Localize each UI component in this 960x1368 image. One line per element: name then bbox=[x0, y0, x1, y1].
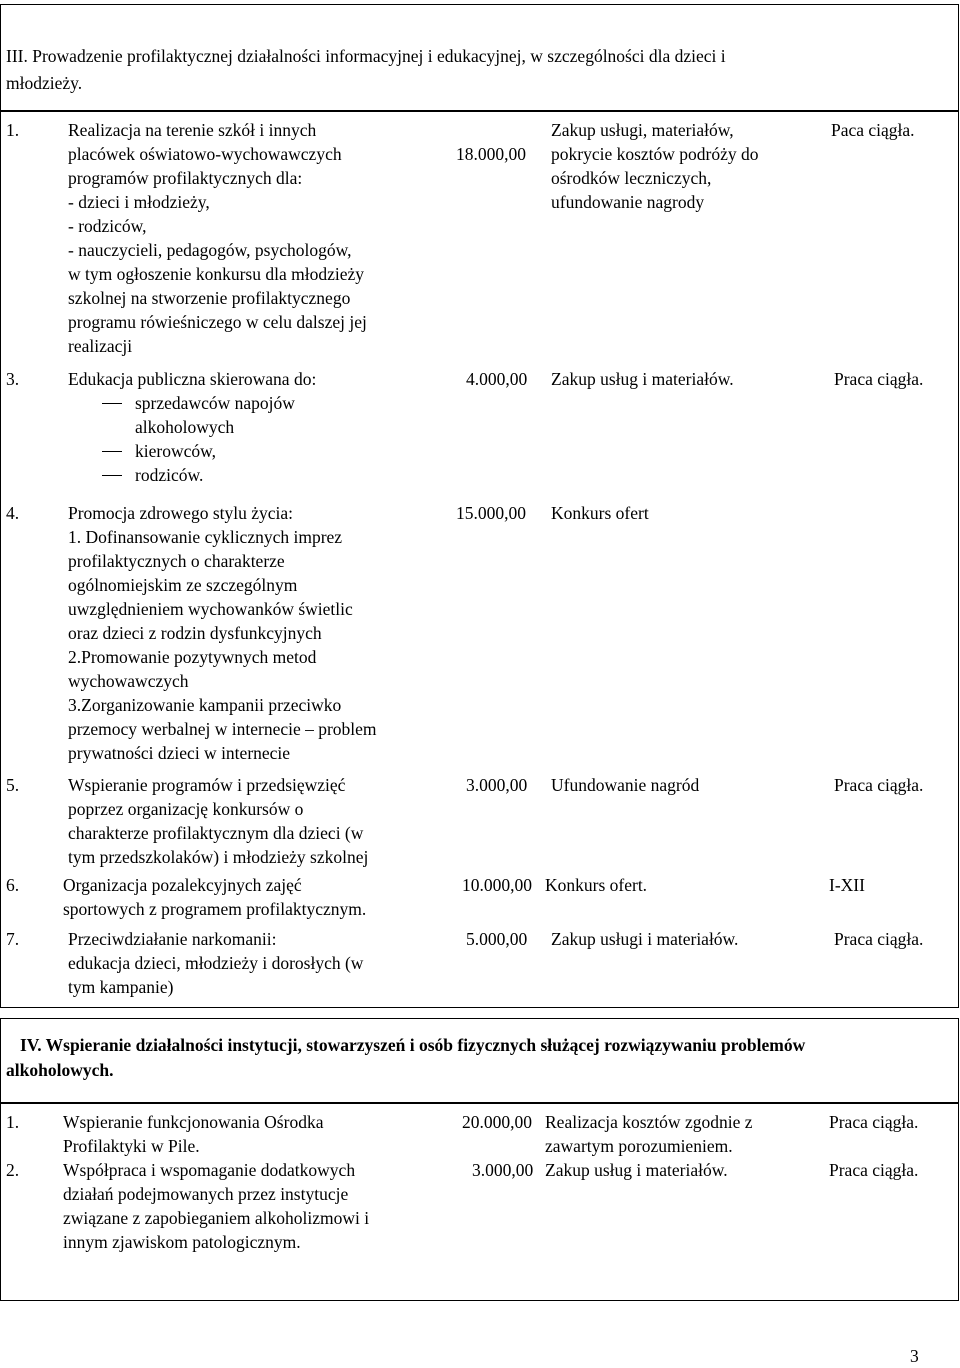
row-amount: 18.000,00 bbox=[456, 144, 526, 164]
description-line: ogólnomiejskim ze szczególnym bbox=[68, 575, 298, 595]
section4-heading-prefix: IV. bbox=[20, 1035, 42, 1055]
page-number: 3 bbox=[910, 1346, 919, 1366]
row-number: 4. bbox=[6, 503, 20, 523]
row-description bbox=[63, 873, 366, 921]
description-line: 2.Promowanie pozytywnych metod bbox=[68, 647, 317, 667]
row-amount: 5.000,00 bbox=[466, 929, 528, 949]
bullet-list bbox=[135, 391, 295, 487]
description-line: poprzez organizację konkursów o bbox=[68, 799, 304, 819]
row-method: Ufundowanie nagród bbox=[551, 775, 700, 795]
description-line: Promocja zdrowego stylu życia: bbox=[68, 503, 294, 523]
description-line: 3.Zorganizowanie kampanii przeciwko bbox=[68, 695, 342, 715]
section4-heading-text: Wspieranie działalności instytucji, stowarzyszeń i osób fizycznych służącej rozwiązywaniu problemów bbox=[45, 1035, 806, 1055]
row-term: Praca ciągła. bbox=[834, 369, 924, 389]
description-line: Realizacja na terenie szkół i innych bbox=[68, 120, 317, 140]
row-number: 2. bbox=[6, 1160, 20, 1180]
row-method: Konkurs ofert. bbox=[545, 875, 648, 895]
description-line: uwzględnieniem wychowanków świetlic bbox=[68, 599, 353, 619]
row-term: Praca ciągła. bbox=[829, 1160, 919, 1180]
method-line: zawartym porozumieniem. bbox=[545, 1136, 733, 1156]
description-line: - rodziców, bbox=[68, 216, 147, 236]
row-number: 7. bbox=[6, 929, 20, 949]
row-description bbox=[63, 1158, 369, 1254]
description-line: tym kampanie) bbox=[68, 977, 174, 997]
description-line: - dzieci i młodzieży, bbox=[68, 192, 210, 212]
row-description bbox=[68, 927, 363, 999]
row-term: Praca ciągła. bbox=[834, 929, 924, 949]
bullet-item: rodziców. bbox=[135, 463, 295, 487]
bullet-item: kierowców, bbox=[135, 439, 295, 463]
row-description bbox=[68, 118, 367, 358]
row-amount: 20.000,00 bbox=[462, 1112, 532, 1132]
bullet-item: sprzedawców napojów bbox=[135, 393, 295, 413]
description-line: profilaktycznych o charakterze bbox=[68, 551, 285, 571]
description-line: sportowych z programem profilaktycznym. bbox=[63, 899, 367, 919]
row-description bbox=[68, 501, 377, 765]
section4-heading-box bbox=[0, 1018, 959, 1104]
description-line: Profilaktyki w Pile. bbox=[63, 1136, 200, 1156]
description-line: programów profilaktycznych dla: bbox=[68, 168, 303, 188]
description-line: Organizacja pozalekcyjnych zajęć bbox=[63, 875, 302, 895]
description-line: w tym ogłoszenie konkursu dla młodzieży bbox=[68, 264, 364, 284]
method-line: Zakup usługi, materiałów, bbox=[551, 120, 734, 140]
row-description-title: Edukacja publiczna skierowana do: bbox=[68, 369, 317, 389]
row-term: Praca ciągła. bbox=[834, 775, 924, 795]
method-line: ufundowanie nagrody bbox=[551, 192, 705, 212]
description-line: Przeciwdziałanie narkomanii: bbox=[68, 929, 277, 949]
row-method: Konkurs ofert bbox=[551, 503, 649, 523]
description-line: wychowawczych bbox=[68, 671, 189, 691]
description-line: Wspieranie funkcjonowania Ośrodka bbox=[63, 1112, 324, 1132]
method-line: ośrodków leczniczych, bbox=[551, 168, 712, 188]
row-amount: 3.000,00 bbox=[466, 775, 528, 795]
description-line: działań podejmowanych przez instytucje bbox=[63, 1184, 349, 1204]
row-description bbox=[63, 1110, 323, 1158]
row-method: Zakup usługi i materiałów. bbox=[551, 929, 739, 949]
row-method: Zakup usług i materiałów. bbox=[551, 369, 734, 389]
row-number: 5. bbox=[6, 775, 20, 795]
row-number: 3. bbox=[6, 369, 20, 389]
row-method bbox=[551, 118, 759, 214]
row-amount: 15.000,00 bbox=[456, 503, 526, 523]
description-line: związane z zapobieganiem alkoholizmowi i bbox=[63, 1208, 370, 1228]
row-description bbox=[68, 773, 368, 869]
description-line: oraz dzieci z rodzin dysfunkcyjnych bbox=[68, 623, 322, 643]
description-line: - nauczycieli, pedagogów, psychologów, bbox=[68, 240, 352, 260]
method-line: pokrycie kosztów podróży do bbox=[551, 144, 759, 164]
row-amount: 4.000,00 bbox=[466, 369, 528, 389]
description-line: Współpraca i wspomaganie dodatkowych bbox=[63, 1160, 356, 1180]
description-line: Wspieranie programów i przedsięwzięć bbox=[68, 775, 346, 795]
section3-heading-line1: III. Prowadzenie profilaktycznej działalności informacyjnej i edukacyjnej, w szczególności dla dzieci i bbox=[6, 46, 726, 66]
description-line: 1. Dofinansowanie cyklicznych imprez bbox=[68, 527, 343, 547]
row-term: Praca ciągła. bbox=[829, 1112, 919, 1132]
description-line: realizacji bbox=[68, 336, 133, 356]
row-amount: 3.000,00 bbox=[472, 1160, 534, 1180]
description-line: szkolnej na stworzenie profilaktycznego bbox=[68, 288, 351, 308]
description-line: przemocy werbalnej w internecie – problem bbox=[68, 719, 377, 739]
row-number: 6. bbox=[6, 875, 20, 895]
section3-heading-line2: młodzieży. bbox=[6, 73, 83, 93]
description-line: placówek oświatowo-wychowawczych bbox=[68, 144, 342, 164]
row-amount: 10.000,00 bbox=[462, 875, 532, 895]
section4-heading-line1 bbox=[20, 1033, 805, 1057]
bullet-item-continuation: alkoholowych bbox=[135, 417, 235, 437]
row-method: Zakup usług i materiałów. bbox=[545, 1160, 728, 1180]
description-line: innym zjawiskom patologicznym. bbox=[63, 1232, 301, 1252]
description-line: edukacja dzieci, młodzieży i dorosłych (w bbox=[68, 953, 364, 973]
description-line: prywatności dzieci w internecie bbox=[68, 743, 291, 763]
row-number: 1. bbox=[6, 120, 20, 140]
section4-heading-line2: alkoholowych. bbox=[6, 1060, 114, 1080]
description-line: charakterze profilaktycznym dla dzieci (w bbox=[68, 823, 364, 843]
row-term: I-XII bbox=[829, 875, 865, 895]
row-number: 1. bbox=[6, 1112, 20, 1132]
method-line: Realizacja kosztów zgodnie z bbox=[545, 1112, 753, 1132]
row-term: Paca ciągła. bbox=[831, 120, 915, 140]
row-method bbox=[545, 1110, 752, 1158]
description-line: tym przedszkolaków) i młodzieży szkolnej bbox=[68, 847, 369, 867]
description-line: programu rówieśniczego w celu dalszej jej bbox=[68, 312, 367, 332]
